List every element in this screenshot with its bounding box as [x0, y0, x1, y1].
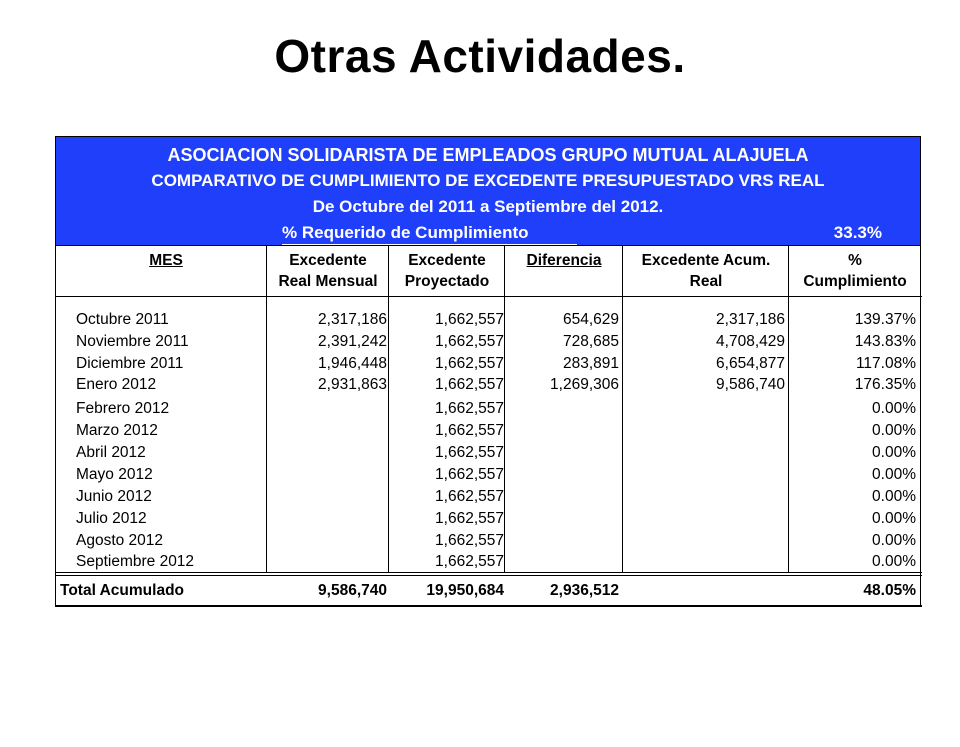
cell-mes: Diciembre 2011	[76, 355, 184, 372]
report-period: De Octubre del 2011 a Septiembre del 2012.	[312, 197, 664, 216]
total-row	[56, 579, 922, 603]
table-grid	[55, 246, 921, 736]
cell-acumulado: 6,654,877	[716, 355, 785, 372]
table-row	[56, 420, 922, 442]
column-header-proyectado	[390, 250, 504, 292]
required-label-underline	[282, 244, 577, 245]
table-row	[56, 551, 922, 573]
cell-total-cumplimiento: 48.05%	[863, 582, 916, 599]
cell-cumplimiento: 0.00%	[872, 422, 916, 439]
column-header-acumulado	[624, 250, 788, 292]
cell-cumplimiento: 0.00%	[872, 400, 916, 417]
cell-proyectado: 1,662,557	[435, 355, 504, 372]
cell-proyectado: 1,662,557	[435, 510, 504, 527]
cell-real: 2,391,242	[318, 333, 387, 350]
table-row	[56, 486, 922, 508]
cell-proyectado: 1,662,557	[435, 553, 504, 570]
cell-cumplimiento: 0.00%	[872, 510, 916, 527]
required-compliance-value: 33.3%	[833, 223, 882, 242]
table-row	[56, 353, 922, 375]
cell-real: 2,317,186	[318, 311, 387, 328]
cell-real: 1,946,448	[318, 355, 387, 372]
cell-cumplimiento: 0.00%	[872, 532, 916, 549]
column-header-line: Diferencia	[526, 252, 602, 269]
required-compliance-label: % Requerido de Cumplimiento	[282, 223, 529, 242]
cell-proyectado: 1,662,557	[435, 400, 504, 417]
total-rule-double	[56, 575, 922, 576]
cell-diferencia: 283,891	[562, 355, 619, 372]
column-header-line: Proyectado	[404, 273, 490, 290]
cell-cumplimiento: 176.35%	[854, 376, 916, 393]
column-header-line: Excedente	[408, 252, 486, 269]
cell-cumplimiento: 143.83%	[854, 333, 916, 350]
cell-mes: Mayo 2012	[76, 466, 153, 483]
cell-real: 2,931,863	[318, 376, 387, 393]
cell-cumplimiento: 0.00%	[872, 444, 916, 461]
cell-proyectado: 1,662,557	[435, 333, 504, 350]
column-header-line: Real Mensual	[278, 273, 378, 290]
cell-proyectado: 1,662,557	[435, 488, 504, 505]
cell-cumplimiento: 0.00%	[872, 466, 916, 483]
cell-total-proyectado: 19,950,684	[426, 582, 504, 599]
column-header-cumplimiento	[790, 250, 920, 292]
cell-mes: Junio 2012	[76, 488, 152, 505]
total-rule-top	[56, 572, 922, 573]
column-header-line: Real	[689, 273, 723, 290]
cell-proyectado: 1,662,557	[435, 532, 504, 549]
cell-total-diferencia: 2,936,512	[550, 582, 619, 599]
table-row	[56, 464, 922, 486]
cell-mes: Abril 2012	[76, 444, 146, 461]
cell-diferencia: 728,685	[562, 333, 619, 350]
column-header-mes	[126, 250, 206, 271]
table-title-band	[55, 136, 921, 246]
cell-mes: Agosto 2012	[76, 532, 164, 549]
table-row	[56, 530, 922, 552]
cell-acumulado: 2,317,186	[716, 311, 785, 328]
cell-cumplimiento: 117.08%	[855, 355, 916, 372]
page-background	[54, 607, 924, 747]
cell-proyectado: 1,662,557	[435, 466, 504, 483]
column-header-real-mensual	[268, 250, 388, 292]
cell-diferencia: 654,629	[562, 311, 619, 328]
association-name: ASOCIACION SOLIDARISTA DE EMPLEADOS GRUPO MUTUAL ALAJUELA	[167, 145, 809, 165]
cell-mes: Julio 2012	[76, 510, 147, 527]
cell-proyectado: 1,662,557	[435, 376, 504, 393]
cell-mes: Septiembre 2012	[76, 553, 195, 570]
table-row	[56, 508, 922, 530]
table-row	[56, 398, 922, 420]
table-row	[56, 309, 922, 331]
cell-cumplimiento: 139.37%	[854, 311, 916, 328]
cell-proyectado: 1,662,557	[435, 311, 504, 328]
cell-mes: Octubre 2011	[76, 311, 169, 328]
cell-mes: Marzo 2012	[76, 422, 158, 439]
table-row	[56, 374, 922, 396]
column-header-line: Excedente Acum.	[641, 252, 771, 269]
cell-proyectado: 1,662,557	[435, 444, 504, 461]
cell-mes: Enero 2012	[76, 376, 157, 393]
cell-cumplimiento: 0.00%	[872, 553, 916, 570]
header-rule	[56, 296, 922, 297]
cell-acumulado: 9,586,740	[716, 376, 785, 393]
table-row	[56, 331, 922, 353]
column-header-line: %	[848, 252, 862, 269]
table-row	[56, 442, 922, 464]
cell-acumulado: 4,708,429	[716, 333, 785, 350]
cell-cumplimiento: 0.00%	[872, 488, 916, 505]
cell-diferencia: 1,269,306	[550, 376, 619, 393]
column-header-line: MES	[149, 252, 183, 269]
cell-mes: Noviembre 2011	[76, 333, 189, 350]
cell-mes: Febrero 2012	[76, 400, 170, 417]
cell-total-label: Total Acumulado	[60, 582, 184, 599]
report-title: COMPARATIVO DE CUMPLIMIENTO DE EXCEDENTE PRESUPUESTADO VRS REAL	[151, 171, 825, 190]
cell-proyectado: 1,662,557	[435, 422, 504, 439]
column-header-line: Cumplimiento	[803, 273, 907, 290]
cell-total-real: 9,586,740	[318, 582, 387, 599]
column-header-line: Excedente	[289, 252, 367, 269]
slide-title: Otras Actividades.	[274, 30, 686, 82]
column-header-diferencia	[506, 250, 622, 271]
